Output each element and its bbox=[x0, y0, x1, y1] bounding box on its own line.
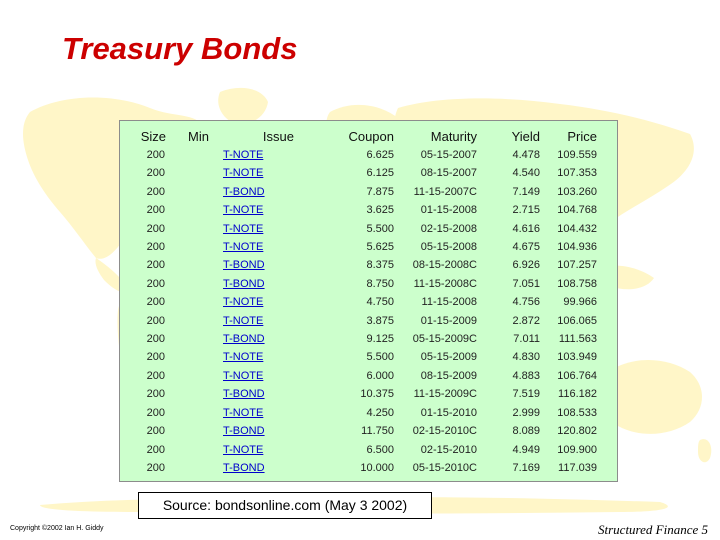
cell-coupon: 11.750 bbox=[361, 425, 394, 438]
cell-min bbox=[166, 330, 209, 348]
cell-spacer bbox=[597, 275, 617, 293]
issue-link[interactable]: T-NOTE bbox=[223, 241, 264, 254]
cell-spacer bbox=[597, 293, 617, 311]
cell-issue bbox=[209, 256, 316, 274]
cell-maturity: 05-15-2010C bbox=[412, 461, 477, 474]
cell-min bbox=[166, 146, 209, 164]
cell-spacer bbox=[597, 312, 617, 330]
cell-price: 103.260 bbox=[557, 185, 597, 198]
table-row bbox=[120, 293, 617, 311]
cell-yield: 4.616 bbox=[512, 222, 540, 235]
table-header-row bbox=[120, 126, 617, 146]
cell-yield: 7.519 bbox=[512, 388, 540, 401]
cell-maturity: 05-15-2009C bbox=[412, 333, 477, 346]
issue-link[interactable]: T-BOND bbox=[223, 425, 265, 438]
cell-coupon: 7.875 bbox=[366, 185, 394, 198]
cell-min bbox=[166, 183, 209, 201]
cell-spacer bbox=[597, 146, 617, 164]
bond-quotes-table bbox=[120, 126, 617, 477]
cell-yield: 2.715 bbox=[512, 204, 540, 217]
cell-spacer bbox=[597, 183, 617, 201]
cell-coupon: 6.500 bbox=[366, 443, 394, 456]
cell-size: 200 bbox=[146, 277, 165, 290]
cell-issue bbox=[209, 220, 316, 238]
table-row bbox=[120, 348, 617, 366]
bond-rows bbox=[120, 146, 617, 477]
cell-maturity: 02-15-2008 bbox=[420, 222, 477, 235]
cell-yield: 4.478 bbox=[512, 149, 540, 161]
cell-spacer bbox=[597, 348, 617, 366]
cell-min bbox=[166, 459, 209, 477]
cell-coupon: 3.875 bbox=[366, 314, 394, 327]
cell-yield: 2.872 bbox=[512, 314, 540, 327]
cell-spacer bbox=[597, 441, 617, 459]
table-row bbox=[120, 367, 617, 385]
cell-price: 109.559 bbox=[557, 149, 597, 161]
table-row bbox=[120, 164, 617, 182]
cell-coupon: 6.625 bbox=[366, 149, 394, 161]
cell-price: 107.353 bbox=[557, 167, 597, 180]
cell-price: 117.039 bbox=[558, 461, 597, 474]
cell-min bbox=[166, 201, 209, 219]
cell-maturity: 05-15-2007 bbox=[420, 149, 477, 161]
cell-yield: 2.999 bbox=[512, 406, 540, 419]
cell-size: 200 bbox=[146, 222, 165, 235]
cell-coupon: 5.625 bbox=[366, 241, 394, 254]
cell-price: 108.533 bbox=[557, 406, 597, 419]
cell-issue bbox=[209, 404, 316, 422]
table-row bbox=[120, 275, 617, 293]
cell-maturity: 11-15-2007C bbox=[413, 185, 477, 198]
issue-link[interactable]: T-BOND bbox=[223, 185, 265, 198]
cell-coupon: 6.125 bbox=[366, 167, 394, 180]
cell-price: 107.257 bbox=[557, 259, 597, 272]
cell-price: 99.966 bbox=[563, 296, 597, 309]
cell-issue bbox=[209, 385, 316, 403]
cell-min bbox=[166, 348, 209, 366]
cell-price: 104.936 bbox=[557, 241, 597, 254]
table-row bbox=[120, 238, 617, 256]
cell-coupon: 3.625 bbox=[366, 204, 394, 217]
cell-maturity: 05-15-2008 bbox=[420, 241, 477, 254]
cell-coupon: 5.500 bbox=[366, 222, 394, 235]
cell-size: 200 bbox=[146, 204, 165, 217]
table-row bbox=[120, 459, 617, 477]
cell-issue bbox=[209, 293, 316, 311]
table-row bbox=[120, 385, 617, 403]
cell-spacer bbox=[597, 330, 617, 348]
cell-coupon: 8.375 bbox=[366, 259, 394, 272]
cell-yield: 4.830 bbox=[512, 351, 540, 364]
cell-issue bbox=[209, 441, 316, 459]
table-row bbox=[120, 312, 617, 330]
cell-min bbox=[166, 312, 209, 330]
cell-price: 106.764 bbox=[557, 369, 597, 382]
cell-yield: 7.011 bbox=[513, 333, 540, 346]
cell-yield: 7.169 bbox=[512, 461, 540, 474]
cell-size: 200 bbox=[146, 296, 165, 309]
cell-price: 106.065 bbox=[557, 314, 597, 327]
cell-min bbox=[166, 367, 209, 385]
cell-spacer bbox=[597, 201, 617, 219]
cell-price: 103.949 bbox=[557, 351, 597, 364]
issue-link[interactable]: T-NOTE bbox=[223, 149, 264, 161]
table-row bbox=[120, 256, 617, 274]
cell-coupon: 5.500 bbox=[366, 351, 394, 364]
cell-size: 200 bbox=[146, 443, 165, 456]
cell-coupon: 4.750 bbox=[366, 296, 394, 309]
cell-spacer bbox=[597, 164, 617, 182]
issue-link[interactable]: T-NOTE bbox=[223, 204, 264, 217]
cell-min bbox=[166, 385, 209, 403]
cell-coupon: 10.000 bbox=[360, 461, 394, 474]
new-zealand-landmass bbox=[698, 439, 711, 462]
cell-issue bbox=[209, 238, 316, 256]
cell-issue bbox=[209, 348, 316, 366]
cell-issue bbox=[209, 146, 316, 164]
greenland-landmass bbox=[218, 88, 268, 124]
cell-spacer bbox=[597, 256, 617, 274]
cell-spacer bbox=[597, 238, 617, 256]
cell-maturity: 08-15-2009 bbox=[420, 369, 477, 382]
header-size: Size bbox=[140, 128, 166, 144]
cell-maturity: 01-15-2010 bbox=[420, 406, 477, 419]
cell-size: 200 bbox=[146, 314, 165, 327]
cell-issue bbox=[209, 422, 316, 440]
cell-yield: 4.949 bbox=[512, 443, 540, 456]
cell-min bbox=[166, 441, 209, 459]
cell-yield: 6.926 bbox=[512, 259, 540, 272]
cell-min bbox=[166, 238, 209, 256]
header-yield: Yield bbox=[511, 128, 540, 144]
cell-price: 108.758 bbox=[557, 277, 597, 290]
issue-link[interactable]: T-BOND bbox=[223, 259, 265, 272]
slide-title: Treasury Bonds bbox=[62, 31, 298, 66]
cell-spacer bbox=[597, 404, 617, 422]
cell-maturity: 11-15-2009C bbox=[413, 388, 477, 401]
cell-yield: 4.675 bbox=[512, 241, 540, 254]
cell-issue bbox=[209, 183, 316, 201]
cell-min bbox=[166, 422, 209, 440]
header-min: Min bbox=[188, 128, 209, 144]
cell-maturity: 01-15-2009 bbox=[420, 314, 477, 327]
cell-yield: 7.149 bbox=[512, 185, 540, 198]
cell-coupon: 10.375 bbox=[360, 388, 394, 401]
issue-link[interactable]: T-NOTE bbox=[223, 296, 264, 309]
cell-min bbox=[166, 404, 209, 422]
cell-price: 109.900 bbox=[557, 443, 597, 456]
issue-link[interactable]: T-NOTE bbox=[223, 314, 264, 327]
cell-issue bbox=[209, 201, 316, 219]
cell-spacer bbox=[597, 220, 617, 238]
slide-footer: Structured Finance 5 bbox=[598, 522, 708, 537]
cell-coupon: 6.000 bbox=[366, 369, 394, 382]
cell-size: 200 bbox=[146, 351, 165, 364]
cell-coupon: 8.750 bbox=[366, 277, 394, 290]
header-spacer bbox=[597, 126, 617, 146]
cell-min bbox=[166, 275, 209, 293]
cell-size: 200 bbox=[146, 461, 165, 474]
issue-link[interactable]: T-NOTE bbox=[223, 443, 264, 456]
cell-issue bbox=[209, 275, 316, 293]
issue-link[interactable]: T-NOTE bbox=[223, 222, 264, 235]
cell-issue bbox=[209, 459, 316, 477]
source-caption: Source: bondsonline.com (May 3 2002) bbox=[138, 492, 432, 519]
cell-coupon: 9.125 bbox=[366, 333, 394, 346]
cell-issue bbox=[209, 367, 316, 385]
cell-min bbox=[166, 293, 209, 311]
cell-size: 200 bbox=[146, 369, 165, 382]
table-row bbox=[120, 146, 617, 164]
cell-size: 200 bbox=[146, 149, 165, 161]
cell-coupon: 4.250 bbox=[366, 406, 394, 419]
cell-maturity: 11-15-2008 bbox=[421, 296, 477, 309]
cell-maturity: 08-15-2007 bbox=[420, 167, 477, 180]
cell-yield: 7.051 bbox=[512, 277, 540, 290]
table-row bbox=[120, 441, 617, 459]
cell-price: 120.802 bbox=[557, 425, 597, 438]
issue-link[interactable]: T-BOND bbox=[223, 333, 265, 346]
header-coupon: Coupon bbox=[348, 128, 394, 144]
table-row bbox=[120, 422, 617, 440]
cell-size: 200 bbox=[146, 241, 165, 254]
cell-spacer bbox=[597, 367, 617, 385]
cell-price: 104.768 bbox=[557, 204, 597, 217]
cell-size: 200 bbox=[146, 333, 165, 346]
cell-maturity: 01-15-2008 bbox=[420, 204, 477, 217]
table-row bbox=[120, 201, 617, 219]
table-row bbox=[120, 404, 617, 422]
cell-maturity: 11-15-2008C bbox=[413, 277, 477, 290]
header-maturity: Maturity bbox=[430, 128, 477, 144]
cell-maturity: 02-15-2010 bbox=[420, 443, 477, 456]
table-row bbox=[120, 183, 617, 201]
cell-maturity: 05-15-2009 bbox=[420, 351, 477, 364]
cell-size: 200 bbox=[146, 406, 165, 419]
cell-maturity: 02-15-2010C bbox=[412, 425, 477, 438]
cell-price: 116.182 bbox=[558, 388, 597, 401]
cell-yield: 8.089 bbox=[512, 425, 540, 438]
cell-size: 200 bbox=[146, 185, 165, 198]
cell-price: 111.563 bbox=[558, 333, 597, 346]
cell-spacer bbox=[597, 422, 617, 440]
issue-link[interactable]: T-NOTE bbox=[223, 351, 264, 364]
issue-link[interactable]: T-NOTE bbox=[223, 167, 264, 180]
cell-issue bbox=[209, 330, 316, 348]
cell-issue bbox=[209, 164, 316, 182]
issue-link[interactable]: T-BOND bbox=[223, 461, 265, 474]
cell-size: 200 bbox=[146, 259, 165, 272]
cell-min bbox=[166, 256, 209, 274]
cell-size: 200 bbox=[146, 388, 165, 401]
issue-link[interactable]: T-NOTE bbox=[223, 369, 264, 382]
cell-issue bbox=[209, 312, 316, 330]
cell-min bbox=[166, 220, 209, 238]
cell-yield: 4.883 bbox=[512, 369, 540, 382]
table-row bbox=[120, 330, 617, 348]
cell-min bbox=[166, 164, 209, 182]
cell-maturity: 08-15-2008C bbox=[412, 259, 477, 272]
cell-spacer bbox=[597, 385, 617, 403]
copyright-notice: Copyright ©2002 Ian H. Giddy bbox=[10, 525, 104, 532]
cell-spacer bbox=[597, 459, 617, 477]
issue-link[interactable]: T-BOND bbox=[223, 388, 265, 401]
issue-link[interactable]: T-NOTE bbox=[223, 406, 264, 419]
table-row bbox=[120, 220, 617, 238]
issue-link[interactable]: T-BOND bbox=[223, 277, 265, 290]
cell-yield: 4.540 bbox=[512, 167, 540, 180]
cell-size: 200 bbox=[146, 167, 165, 180]
cell-yield: 4.756 bbox=[512, 296, 540, 309]
bond-quotes-panel bbox=[119, 120, 618, 482]
cell-price: 104.432 bbox=[557, 222, 597, 235]
header-price: Price bbox=[567, 128, 597, 144]
cell-size: 200 bbox=[146, 425, 165, 438]
header-issue: Issue bbox=[262, 128, 294, 144]
